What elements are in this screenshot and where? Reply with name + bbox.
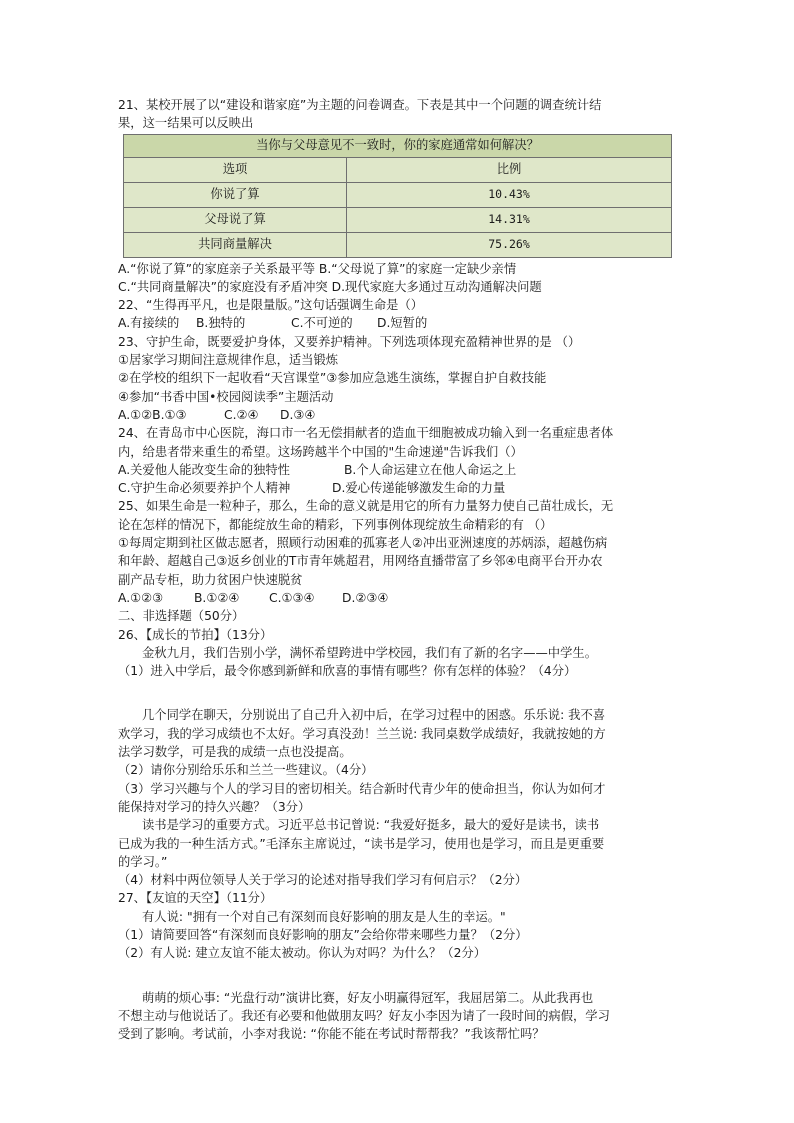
q23-stem: 23、守护生命，既要爱护身体，又要养护精神。下列选项体现充盈精神世界的是 （） <box>118 334 581 349</box>
q21-options-cd: C.“共同商量解决”的家庭没有矛盾冲突 D.现代家庭大多通过互动沟通解决问题 <box>118 279 542 294</box>
q24-option-b: B.个人命运建立在他人命运之上 <box>344 462 517 477</box>
q26-para2-line1: 读书是学习的重要方式。习近平总书记曾说: “我爱好挺多，最大的爱好是读书，读书 <box>142 818 600 833</box>
q23-option-c: C.②④ <box>224 407 259 422</box>
q26-sub3-line2: 能保持对学习的持久兴趣？（3分） <box>118 799 311 814</box>
answer-space <box>118 963 678 981</box>
survey-header-ratio: 比例 <box>347 157 672 182</box>
survey-cell-option: 你说了算 <box>124 182 347 207</box>
q25-item-line1: ①每周定期到社区做志愿者，照顾行动困难的孤寡老人②冲出亚洲速度的苏炳添，超越伤病 <box>118 536 608 551</box>
answer-space <box>118 698 678 706</box>
survey-cell-option: 共同商量解决 <box>124 232 347 257</box>
survey-cell-ratio: 10.43% <box>347 182 672 207</box>
q26-sub4: （4）材料中两位领导人关于学习的论述对指导我们学习有何启示？（2分） <box>118 873 528 888</box>
q23-option-d: D.③④ <box>280 407 316 422</box>
q25-item-line3: 副产品专柜，助力贫困户快速脱贫 <box>118 572 303 587</box>
q22-option-b: B.独特的 <box>196 316 246 331</box>
q24-options-ab <box>118 461 678 479</box>
q22-option-a: A.有接续的 <box>118 316 180 331</box>
q23-item-2-3: ②在学校的组织下一起收看“天宫课堂”③参加应急逃生演练，掌握自护自救技能 <box>118 371 547 386</box>
q24-options-cd <box>118 479 678 497</box>
q21-options-ab: A.“你说了算”的家庭亲子关系最平等 B.“父母说了算”的家庭一定缺少亲情 <box>118 261 517 276</box>
q26-para1-line2: 欢学习，我的学习成绩也不太好。学习真没劲！兰兰说: 我同桌数学成绩好，我就按她的方 <box>118 726 606 741</box>
q24-option-d: D.爱心传递能够激发生命的力量 <box>332 481 506 496</box>
q23-item-4: ④参加“书香中国•校园阅读季”主题活动 <box>118 389 334 404</box>
q23-option-ab: A.①②B.①③ <box>118 407 187 422</box>
q26-para2-line2: 已成为我的一种生活方式。”毛泽东主席说过，“读书是学习，使用也是学习，而且是更重要 <box>118 836 605 851</box>
q25-option-b: B.①②④ <box>194 590 240 605</box>
q25-options <box>118 589 678 607</box>
q22-stem: 22、“生得再平凡，也是限量版。”这句话强调生命是（） <box>118 298 424 313</box>
q26-title: 26、【成长的节拍】（13分） <box>118 627 273 642</box>
q25-stem-line1: 25、如果生命是一粒种子，那么，生命的意义就是用它的所有力量努力使自己苗壮成长，无 <box>118 499 614 514</box>
survey-cell-option: 父母说了算 <box>124 207 347 232</box>
q23-item-1: ①居家学习期间注意规律作息，适当锻炼 <box>118 353 339 368</box>
answer-space <box>118 981 678 989</box>
table-row <box>124 207 672 232</box>
survey-table <box>123 134 672 258</box>
q25-option-d: D.②③④ <box>342 590 389 605</box>
q24-stem-line1: 24、在青岛市中心医院，海口市一名无偿捐献者的造血干细胞被成功输入到一名重症患者体 <box>118 426 614 441</box>
q27-sub2: （2）有人说: 建立友谊不能太被动。你认为对吗？为什么？（2分） <box>118 946 487 961</box>
q24-option-c: C.守护生命必须要养护个人精神 <box>118 481 291 496</box>
survey-table-title: 当你与父母意见不一致时，你的家庭通常如何解决？ <box>124 134 672 157</box>
q27-para-line3: 受到了影响。考试前，小李对我说: “你能不能在考试时帮帮我？”我该帮忙吗？ <box>118 1027 545 1042</box>
q24-stem-line2: 内，给患者带来重生的希望。这场跨越半个中国的"生命速递"告诉我们（） <box>118 444 523 459</box>
q26-sub2: （2）请你分别给乐乐和兰兰一些建议。（4分） <box>118 763 374 778</box>
q25-item-line2: 和年龄、超越自己③返乡创业的T市青年姚超君，用网络直播带富了乡邻④电商平台开办农 <box>118 554 603 569</box>
q22-option-d: D.短暂的 <box>377 316 428 331</box>
survey-header-option: 选项 <box>124 157 347 182</box>
q25-option-c: C.①③④ <box>269 590 315 605</box>
q26-para1-line1: 几个同学在聊天，分别说出了自己升入初中后，在学习过程中的困惑。乐乐说: 我不喜 <box>142 708 606 723</box>
table-row <box>124 182 672 207</box>
q27-intro: 有人说: "拥有一个对自己有深刻而良好影响的朋友是人生的幸运。" <box>142 909 506 924</box>
q26-sub1: （1）进入中学后，最令你感到新鲜和欣喜的事情有哪些？你有怎样的体验？（4分） <box>118 664 577 679</box>
section-heading: 二、非选择题（50分） <box>118 609 245 624</box>
answer-space <box>118 680 678 698</box>
q21-stem-line2: 果，这一结果可以反映出 <box>118 116 254 131</box>
q23-options <box>118 406 678 424</box>
q27-para-line2: 不想主动与他说话了。我还有必要和他做朋友吗？好友小李因为请了一段时间的病假，学习 <box>118 1008 610 1023</box>
q26-sub3-line1: （3）学习兴趣与个人的学习目的密切相关。结合新时代青少年的使命担当，你认为如何才 <box>118 781 606 796</box>
q21-stem-line1: 21、某校开展了以“建设和谐家庭”为主题的问卷调查。下表是其中一个问题的调查统计结 <box>118 98 602 112</box>
q26-para2-line3: 的学习。” <box>118 854 168 869</box>
survey-cell-ratio: 14.31% <box>347 207 672 232</box>
q27-para-line1: 萌萌的烦心事: “光盘行动”演讲比赛，好友小明赢得冠军，我屈居第二。从此我再也 <box>142 990 594 1005</box>
q26-intro: 金秋九月，我们告别小学，满怀希望跨进中学校园，我们有了新的名字——中学生。 <box>142 645 597 660</box>
q24-option-a: A.关爱他人能改变生命的独特性 <box>118 462 290 477</box>
table-row <box>124 232 672 257</box>
survey-cell-ratio: 75.26% <box>347 232 672 257</box>
q22-options <box>118 314 678 332</box>
q25-stem-line2: 论在怎样的情况下，都能绽放生命的精彩，下列事例体现绽放生命精彩的有 （） <box>118 517 553 532</box>
q27-sub1: （1）请简要回答“有深刻而良好影响的朋友”会给你带来哪些力量？（2分） <box>118 927 528 942</box>
q27-title: 27、【友谊的天空】（11分） <box>118 891 273 906</box>
q22-option-c: C.不可逆的 <box>291 316 353 331</box>
q26-para1-line3: 法学习数学，可是我的成绩一点也没提高。 <box>118 745 352 760</box>
q25-option-a: A.①②③ <box>118 590 164 605</box>
exam-page <box>118 96 678 1043</box>
